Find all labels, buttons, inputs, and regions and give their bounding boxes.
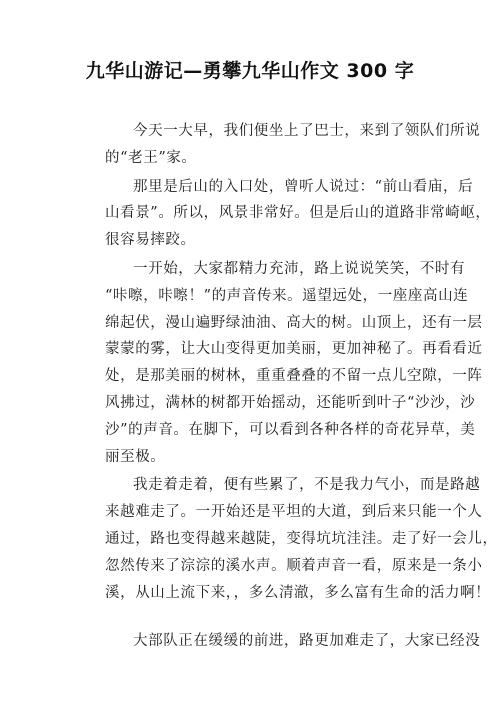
text-line: 沙”的声音。在脚下，可以看到各种各样的奇花异草，美 [105,421,476,438]
text-line: 处，是那美丽的树林，重重叠叠的不留一点儿空隙，一阵 [105,368,483,385]
paragraph-3 [76,256,483,470]
paragraph-4 [76,472,498,606]
page-title: 九华山游记—勇攀九华山作文 300 字 [85,60,415,82]
text-line: 的“老王”家。 [105,149,197,166]
article-body [76,118,498,657]
text-line: 丽至极。 [105,448,166,465]
text-line: 来越难走了。一开始还是平坦的大道，到后来只能一个人 [105,504,483,521]
text-line: 很容易摔跤。 [105,232,196,249]
text-line: 绵起伏，漫山遍野绿油油、高大的树。山顶上，还有一层 [105,314,483,331]
paragraph-5 [76,628,481,655]
text-line: 今天一大早，我们便坐上了巴士，来到了领队们所说 [133,123,481,139]
text-line: 我走着走着，便有些累了，不是我力气小，而是路越 [133,477,481,494]
text-line: 一开始，大家都精力充沛，路上说说笑笑，不时有 [133,260,466,277]
text-line: 通过，路也变得越来越陡，变得坑坑洼洼。走了好一会儿， [105,530,498,547]
text-line: 忽然传来了淙淙的溪水声。顺着声音一看，原来是一条小 [105,557,483,574]
text-line: 大部队正在缓缓的前进，路更加难走了，大家已经没 [133,633,481,650]
paragraph-2 [76,174,491,254]
text-line: 山看景”。所以，风景非常好。但是后山的道路非常崎岖， [105,205,491,222]
paragraph-1 [76,118,481,172]
text-line: 溪，从山上流下来，，多么清澈，多么富有生命的活力啊！ [105,584,491,601]
text-line: 风拂过，满林的树都开始摇动，还能听到叶子“沙沙，沙 [105,394,476,411]
text-line: 那里是后山的入口处，曾听人说过：“前山看庙，后 [133,178,474,195]
text-line: “咔嚓，咔嚓！”的声音传来。遥望远处，一座座高山连 [105,287,469,304]
text-line: 蒙蒙的雾，让大山变得更加美丽，更加神秘了。再看看近 [105,341,483,358]
